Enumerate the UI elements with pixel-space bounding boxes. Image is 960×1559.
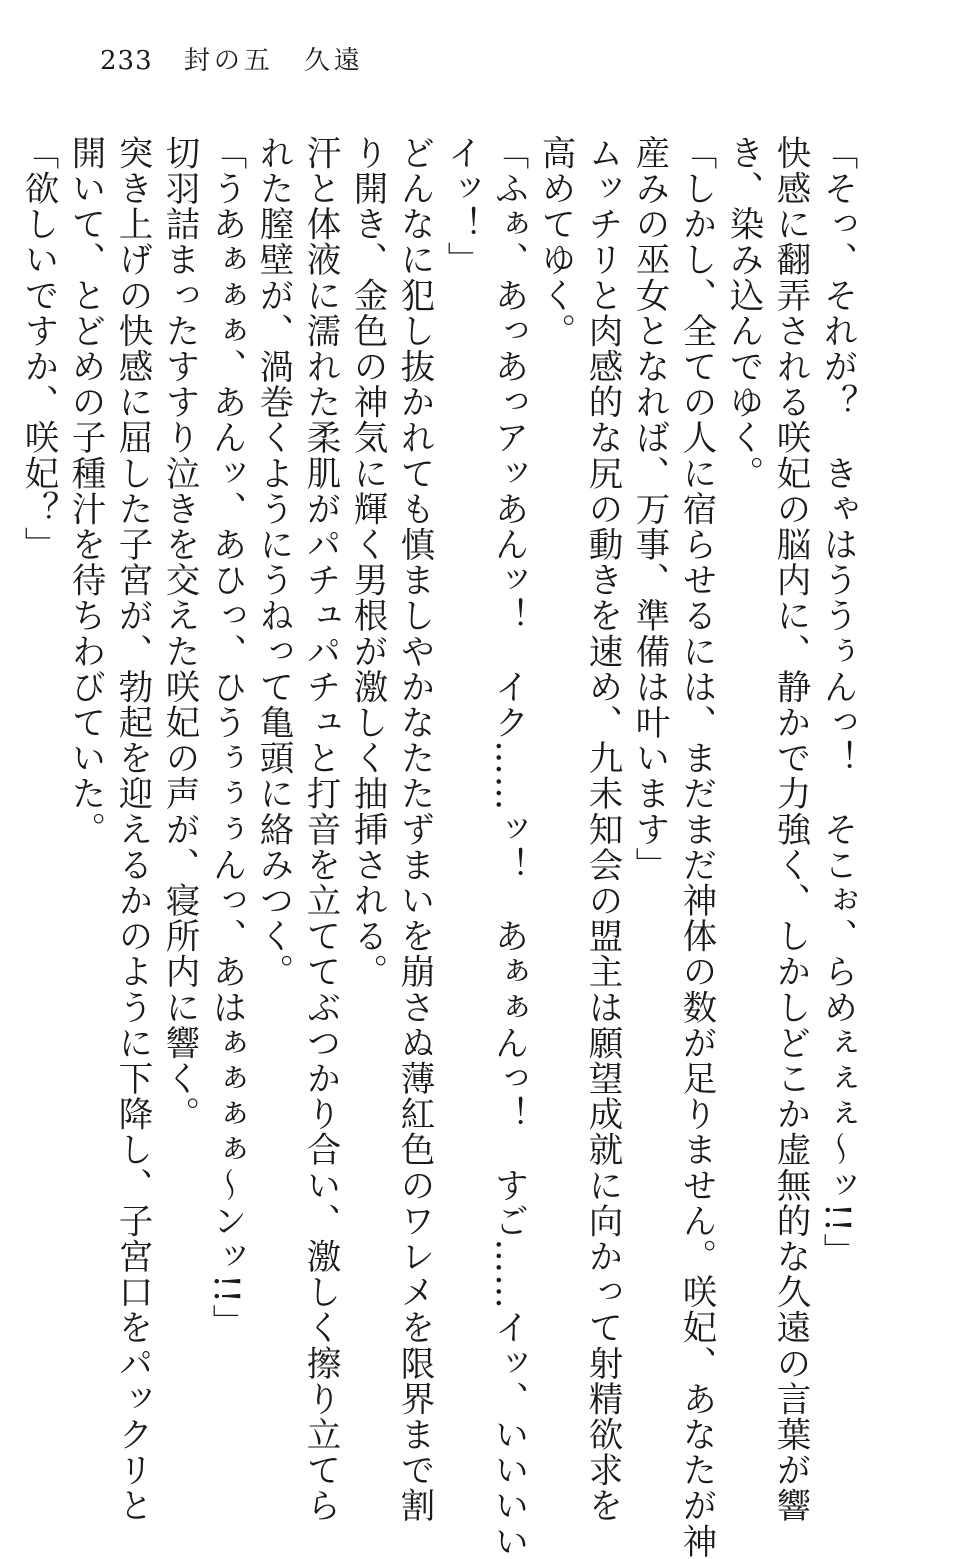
running-header: [100, 48, 364, 74]
text-line-11: り開き、金色の神気に輝く男根が激しく抽挿される。: [347, 135, 387, 990]
text-line-17: 開いて、とどめの子種汁を待ちわびていた。: [65, 135, 105, 847]
text-line-13: れた膣壁が、渦巻くようにうねって亀頭に絡みつく。: [253, 135, 293, 990]
text-line-3: き、染み込んでゆく。: [723, 135, 763, 491]
text-line-2: 快感に翻弄される咲妃の脳内に、静かで力強く、しかしどこか虚無的な久遠の言葉が響: [770, 135, 810, 1524]
text-line-16: 突き上げの快感に屈した子宮が、勃起を迎えるかのように下降し、子宮口をパックリと: [112, 135, 152, 1524]
page-number: 233: [100, 46, 153, 76]
text-line-5: 産みの巫女となれば、万事、準備は叶います」: [629, 135, 669, 883]
text-line-8: 「ふぁ、あっあっアッあんッ！ イク……ッ！ あぁぁんっ！ すご……イッ、いいいい: [488, 135, 528, 1559]
text-line-7: 高めてゆく。: [535, 135, 575, 349]
text-line-9: イッ！」: [441, 135, 481, 278]
text-line-18: 「欲しいですか、咲妃？」: [18, 135, 58, 563]
chapter-title: 封の五 久遠: [183, 46, 364, 76]
text-line-1: 「そっ、それが？ きゃはううぅんっ！ そこぉ、らめぇぇぇ〜ッ!!」: [817, 135, 857, 1269]
vertical-body-text: [18, 135, 860, 1559]
text-line-10: どんなに犯し抜かれても慎ましやかなたたずまいを崩さぬ薄紅色のワレメを限界まで割: [394, 135, 434, 1524]
text-line-12: 汗と体液に濡れた柔肌がパチュパチュと打音を立ててぶつかり合い、激しく擦り立てら: [300, 135, 340, 1524]
text-line-4: 「しかし、全ての人に宿らせるには、まだまだ神体の数が足りません。咲妃、あなたが神: [676, 135, 716, 1559]
text-line-6: ムッチリと肉感的な尻の動きを速め、九未知会の盟主は願望成就に向かって射精欲求を: [582, 135, 622, 1524]
text-line-14: 「うあぁぁぁ、あんッ、あひっ、ひうぅぅぅんっ、あはぁぁぁぁ〜ンッ!!」: [206, 135, 246, 1340]
text-line-15: 切羽詰まったすすり泣きを交えた咲妃の声が、寝所内に響く。: [159, 135, 199, 1132]
